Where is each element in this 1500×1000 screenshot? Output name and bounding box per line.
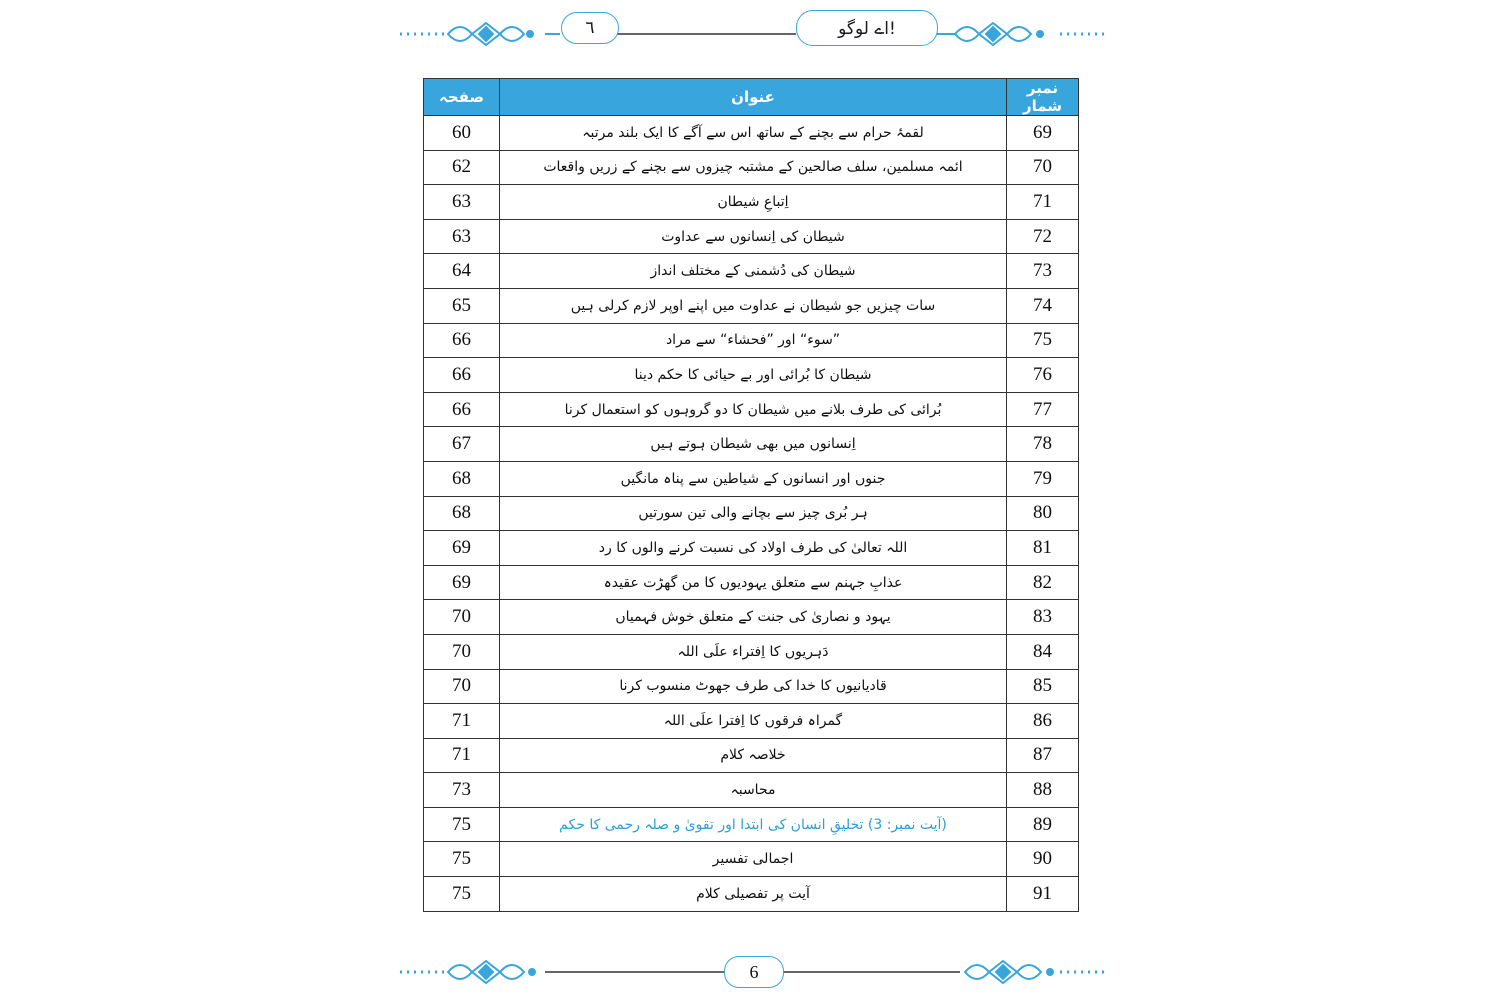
toc-title-cell: شیطان کی دُشمنی کے مختلف انداز: [500, 254, 1007, 289]
toc-page-cell: 64: [424, 254, 500, 289]
toc-page-cell: 66: [424, 358, 500, 393]
toc-title-cell: عذابِ جہنم سے متعلق یہودیوں کا من گھڑت عقیدہ: [500, 565, 1007, 600]
toc-page-cell: 65: [424, 288, 500, 323]
toc-title-cell: لقمۂ حرام سے بچنے کے ساتھ اس سے آگے کا ایک بلند مرتبہ: [500, 116, 1007, 151]
toc-row: [424, 392, 1079, 427]
toc-serial-cell: 71: [1007, 185, 1079, 220]
toc-row: [424, 323, 1079, 358]
toc-body: [424, 116, 1079, 912]
toc-row: [424, 600, 1079, 635]
toc-row: [424, 842, 1079, 877]
toc-serial-cell: 69: [1007, 116, 1079, 151]
toc-row: [424, 254, 1079, 289]
toc-row: [424, 738, 1079, 773]
toc-title-cell: سات چیزیں جو شیطان نے عداوت میں اپنے اوپر لازم کرلی ہیں: [500, 288, 1007, 323]
toc-title-cell: (آیت نمبر: 3) تخلیقِ انسان کی ابتدا اور تقویٰ و صلہ رحمی کا حکم: [500, 807, 1007, 842]
toc-serial-cell: 87: [1007, 738, 1079, 773]
toc-serial-cell: 73: [1007, 254, 1079, 289]
toc-title-cell: خلاصہ کلام: [500, 738, 1007, 773]
toc-page-cell: 66: [424, 392, 500, 427]
toc-title-cell: ائمہ مسلمین، سلف صالحین کے مشتبہ چیزوں سے بچنے کے زریں واقعات: [500, 150, 1007, 185]
toc-row: [424, 877, 1079, 912]
toc-title-cell: ہر بُری چیز سے بچانے والی تین سورتیں: [500, 496, 1007, 531]
toc-page-cell: 71: [424, 704, 500, 739]
toc-serial-cell: 82: [1007, 565, 1079, 600]
toc-page-cell: 63: [424, 219, 500, 254]
toc-page-cell: 70: [424, 634, 500, 669]
toc-row: [424, 150, 1079, 185]
toc-page-cell: 63: [424, 185, 500, 220]
toc-page-cell: 60: [424, 116, 500, 151]
toc-serial-cell: 85: [1007, 669, 1079, 704]
toc-title-cell: اجمالی تفسیر: [500, 842, 1007, 877]
toc-serial-cell: 83: [1007, 600, 1079, 635]
book-title: اے لوگو!: [796, 10, 938, 46]
toc-page-cell: 75: [424, 807, 500, 842]
toc-page-cell: 68: [424, 461, 500, 496]
toc-title-cell: اِنسانوں میں بھی شیطان ہوتے ہیں: [500, 427, 1007, 462]
toc-page-cell: 68: [424, 496, 500, 531]
toc-serial-cell: 79: [1007, 461, 1079, 496]
toc-row: [424, 185, 1079, 220]
toc-row: [424, 219, 1079, 254]
header-ornament: [0, 8, 1500, 48]
header-title: عنوان: [500, 79, 1007, 116]
toc-serial-cell: 91: [1007, 877, 1079, 912]
header-page: صفحہ: [424, 79, 500, 116]
header-page-number: ٦: [561, 12, 619, 44]
toc-row: [424, 496, 1079, 531]
toc-serial-cell: 75: [1007, 323, 1079, 358]
toc-serial-cell: 88: [1007, 773, 1079, 808]
toc-page-cell: 69: [424, 531, 500, 566]
toc-row: [424, 807, 1079, 842]
toc-title-cell: گمراہ فرقوں کا اِفترا علَی اللہ: [500, 704, 1007, 739]
toc-row: [424, 531, 1079, 566]
toc-serial-cell: 86: [1007, 704, 1079, 739]
toc-page-cell: 70: [424, 669, 500, 704]
toc-serial-cell: 84: [1007, 634, 1079, 669]
toc-page-cell: 67: [424, 427, 500, 462]
toc-header-row: [424, 79, 1079, 116]
toc-serial-cell: 90: [1007, 842, 1079, 877]
toc-serial-cell: 70: [1007, 150, 1079, 185]
toc-serial-cell: 76: [1007, 358, 1079, 393]
header-serial: نمبر شمار: [1007, 79, 1079, 116]
toc-title-cell: بُرائی کی طرف بلانے میں شیطان کا دو گروہوں کو استعمال کرنا: [500, 392, 1007, 427]
toc-title-cell: آیت پر تفصیلی کلام: [500, 877, 1007, 912]
toc-row: [424, 358, 1079, 393]
toc-title-cell: شیطان کی اِنسانوں سے عداوت: [500, 219, 1007, 254]
toc-row: [424, 565, 1079, 600]
toc-page-cell: 69: [424, 565, 500, 600]
toc-serial-cell: 72: [1007, 219, 1079, 254]
toc-serial-cell: 81: [1007, 531, 1079, 566]
toc-row: [424, 704, 1079, 739]
toc-title-cell: یہود و نصاریٰ کی جنت کے متعلق خوش فہمیاں: [500, 600, 1007, 635]
toc-page-cell: 73: [424, 773, 500, 808]
toc-serial-cell: 74: [1007, 288, 1079, 323]
toc-title-cell: محاسبہ: [500, 773, 1007, 808]
toc-row: [424, 773, 1079, 808]
toc-title-cell: قادیانیوں کا خدا کی طرف جھوٹ منسوب کرنا: [500, 669, 1007, 704]
toc-page-cell: 75: [424, 877, 500, 912]
toc-serial-cell: 78: [1007, 427, 1079, 462]
toc-page-cell: 62: [424, 150, 500, 185]
toc-row: [424, 634, 1079, 669]
toc-row: [424, 288, 1079, 323]
toc-page-cell: 75: [424, 842, 500, 877]
toc-row: [424, 116, 1079, 151]
toc-title-cell: اللہ تعالیٰ کی طرف اولاد کی نسبت کرنے والوں کا رد: [500, 531, 1007, 566]
toc-serial-cell: 77: [1007, 392, 1079, 427]
toc-page-cell: 66: [424, 323, 500, 358]
toc-table: [423, 78, 1079, 912]
toc-title-cell: دَہریوں کا اِفتراء علَی اللہ: [500, 634, 1007, 669]
toc-row: [424, 461, 1079, 496]
toc-row: [424, 669, 1079, 704]
toc-row: [424, 427, 1079, 462]
toc-serial-cell: 89: [1007, 807, 1079, 842]
toc-page-cell: 70: [424, 600, 500, 635]
toc-title-cell: شیطان کا بُرائی اور بے حیائی کا حکم دینا: [500, 358, 1007, 393]
toc-page-cell: 71: [424, 738, 500, 773]
toc-serial-cell: 80: [1007, 496, 1079, 531]
toc-title-cell: ”سوء“ اور ”فحشاء“ سے مراد: [500, 323, 1007, 358]
toc-title-cell: اِتباعِ شیطان: [500, 185, 1007, 220]
footer-page-number: 6: [724, 956, 784, 988]
toc-title-cell: جنوں اور انسانوں کے شیاطین سے پناہ مانگیں: [500, 461, 1007, 496]
